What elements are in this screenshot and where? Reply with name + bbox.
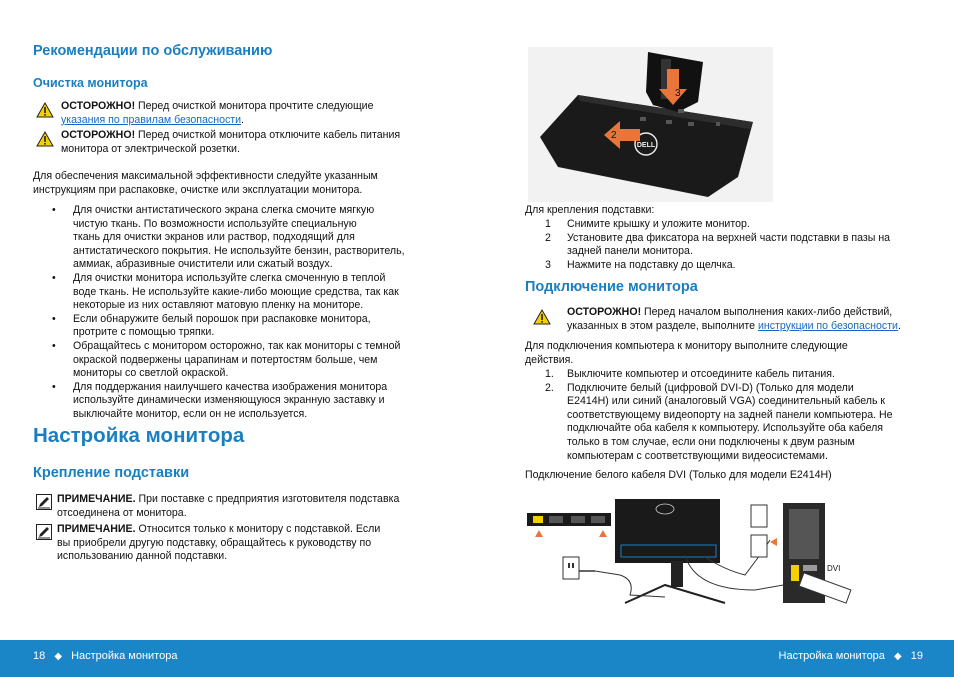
cleaning-bullet-item — [33, 313, 433, 340]
bullet-line: • Для очистки антистатического экрана слегка смочите мягкую — [73, 204, 375, 216]
note-text-line2: вы приобрели другую подставку, обращайтесь к руководству по — [57, 536, 372, 549]
step-line: задней панели монитора. — [567, 245, 693, 258]
step-number: 2 — [545, 231, 551, 244]
cleaning-bullet-item — [33, 204, 433, 272]
warning-icon — [36, 102, 54, 118]
wall-socket-icon — [563, 557, 579, 579]
bullet-line: • Если обнаружите белый порошок при распаковке монитора, — [73, 312, 371, 325]
caution-safety-instructions — [36, 100, 426, 130]
step-number: 1 — [545, 218, 551, 230]
intro-line: Для обеспечения максимальной эффективности следуйте указанным — [33, 170, 378, 182]
intro-line: инструкциям при распаковке, очистке или эксплуатации монитора. — [33, 183, 363, 196]
warning-icon — [533, 309, 551, 325]
bullet-line: ткань для очистки экранов или раствор, подходящий для — [73, 231, 355, 244]
step-line: только в том случае, если они подключены к двум разным — [567, 435, 855, 448]
subsection-title-cleaning: Очистка монитора — [33, 76, 148, 90]
footer-right — [779, 650, 923, 664]
note-text-line2: отсоединена от монитора. — [57, 506, 187, 519]
note-label: ПРИМЕЧАНИЕ. — [57, 493, 136, 505]
intro-paragraph — [33, 170, 428, 197]
dvi-caption: Подключение белого кабеля DVI (Только для модели E2414H) — [525, 469, 832, 481]
bullet-line: аммиак, абразивные очистители или сжатый воздух. — [73, 258, 333, 271]
step-item — [525, 382, 925, 464]
callout-3: 3 — [675, 88, 681, 99]
callout-2: 2 — [611, 130, 617, 141]
bullet-line: используйте динамически изменяющуюся экранную заставку и — [73, 394, 385, 407]
dell-logo-text: DELL — [636, 142, 656, 149]
caution-text-line2: монитора от электрической розетки. — [61, 142, 240, 155]
diamond-icon: ◆ — [54, 651, 63, 662]
cleaning-bullet-item — [33, 272, 433, 313]
connect-steps-list — [525, 368, 925, 463]
note-pencil-icon — [36, 494, 52, 510]
caution-text: Перед очисткой монитора прочтите следующие — [135, 100, 374, 112]
bullet-line: окраской подвержены царапинам и потертостям больше, чем — [73, 353, 378, 366]
step-line: Подключите белый (цифровой DVI-D) (Только для модели — [567, 381, 854, 394]
cleaning-bullet-item — [33, 381, 433, 422]
step-line: Снимите крышку и уложите монитор. — [567, 218, 750, 230]
stand-attach-illustration — [528, 47, 773, 202]
connect-intro-line: Для подключения компьютера к монитору выполните следующие — [525, 340, 848, 352]
bullet-line: воде ткань. Не используйте какие-либо моющие средства, так как — [73, 285, 399, 298]
bullet-line: мониторы со светлой окраской. — [73, 367, 229, 380]
warning-icon — [36, 131, 54, 147]
bullet-line: протрите с помощью тряпки. — [73, 326, 215, 339]
bullet-line: • Для очистки монитора используйте слегка смоченную в теплой — [73, 271, 386, 284]
footer-left — [33, 650, 177, 664]
caution-text: Перед очисткой монитора отключите кабель питания — [135, 129, 401, 141]
step-item — [525, 218, 925, 232]
step-number: 2. — [545, 381, 554, 394]
diamond-icon: ◆ — [893, 651, 902, 662]
step-number: 1. — [545, 368, 554, 380]
step-line: соответствующему видеопорту на задней панели компьютера. Не — [567, 408, 893, 421]
section-title-maintenance: Рекомендации по обслуживанию — [33, 43, 273, 59]
safety-instructions-link[interactable]: указания по правилам безопасности — [61, 113, 242, 126]
cleaning-bullet-item — [33, 340, 433, 381]
bullet-line: некоторые из них оставляют матовую пленку на мониторе. — [73, 299, 364, 312]
caution-text: Перед началом выполнения каких-либо действий, — [641, 306, 893, 318]
step-item — [525, 232, 925, 259]
caution-text-line2: указанных в этом разделе, выполните — [567, 319, 758, 332]
note-stand-only — [36, 523, 428, 567]
footer-title-left: Настройка монитора — [71, 650, 178, 662]
note-text: Относится только к монитору с подставкой. Если — [135, 523, 381, 535]
bullet-line: чистую ткань. По возможности используйте специальную — [73, 217, 357, 230]
footer-title-right: Настройка монитора — [778, 650, 885, 662]
bullet-line: • Обращайтесь с монитором осторожно, так как мониторы с темной — [73, 339, 401, 352]
step-line: компьютерам с соответствующими видеосистемами. — [567, 449, 828, 462]
connect-intro-line: действия. — [525, 353, 574, 366]
step-item — [525, 368, 925, 382]
bullet-line: выключайте монитор, если он не используется. — [73, 407, 308, 420]
note-text-line3: использованию данной подставки. — [57, 550, 228, 563]
caution-label: ОСТОРОЖНО! — [567, 306, 642, 318]
cleaning-bullet-list — [33, 204, 433, 422]
monitor-rear-shape — [615, 499, 720, 563]
chapter-title-setup: Настройка монитора — [33, 424, 245, 447]
dvi-label: DVI — [827, 564, 841, 573]
step-line: Установите два фиксатора на верхней части подставки в пазы на — [567, 231, 891, 244]
stand-steps-list — [525, 218, 925, 272]
step-item — [525, 259, 925, 273]
safety-instructions-link[interactable]: инструкции по безопасности — [757, 319, 898, 332]
note-text: При поставке с предприятия изготовителя подставка — [135, 493, 400, 505]
note-label: ПРИМЕЧАНИЕ. — [57, 523, 136, 535]
step-line: Нажмите на подставку до щелчка. — [567, 258, 736, 271]
section-title-stand: Крепление подставки — [33, 465, 190, 481]
step-line: Выключите компьютер и отсоедините кабель питания. — [567, 368, 835, 380]
page-number-right: 19 — [910, 650, 923, 662]
caution-connect — [533, 306, 928, 336]
connect-intro — [525, 340, 925, 367]
step-line: E2414H) или синий (аналоговый VGA) соединительный кабель к — [567, 395, 886, 408]
bullet-line: • Для поддержания наилучшего качества изображения монитора — [73, 380, 388, 393]
note-stand-detached — [36, 493, 428, 523]
page-number-left: 18 — [33, 650, 46, 662]
stand-intro: Для крепления подставки: — [525, 204, 655, 216]
bullet-line: антистатического покрытия. Не используйте бензин, растворитель, — [73, 244, 405, 257]
caution-end: . — [241, 113, 244, 126]
caution-unplug — [36, 129, 426, 159]
page-footer — [0, 640, 954, 677]
caution-end: . — [897, 319, 901, 332]
step-number: 3 — [545, 258, 551, 271]
dvi-connection-illustration — [525, 495, 860, 607]
caution-label: ОСТОРОЖНО! — [61, 100, 136, 112]
section-title-connect: Подключение монитора — [525, 279, 698, 295]
step-line: подключайте оба кабеля к компьютеру. Используйте оба кабеля — [567, 422, 884, 435]
caution-label: ОСТОРОЖНО! — [61, 129, 136, 141]
note-pencil-icon — [36, 524, 52, 540]
